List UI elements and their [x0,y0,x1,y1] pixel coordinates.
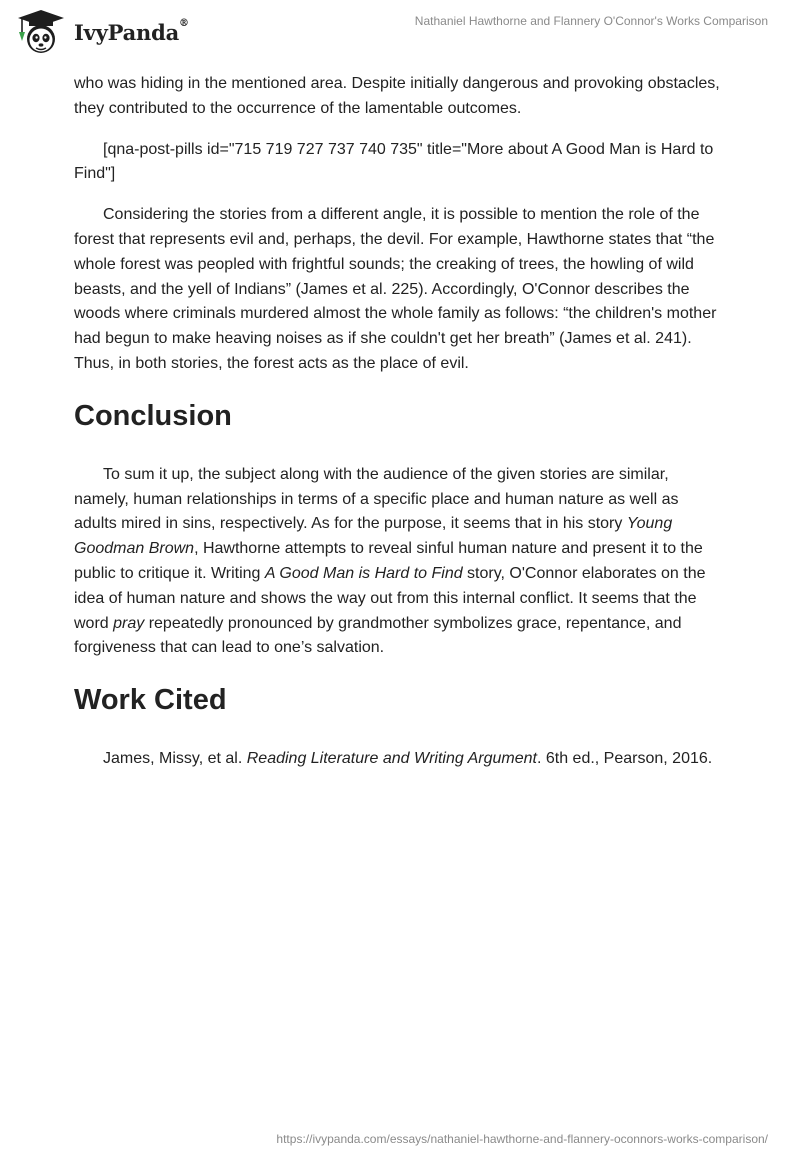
panda-graduate-icon [14,8,68,56]
title-young-goodman-brown: Young Goodman Brown [74,515,673,558]
brand-name: IvyPanda® [74,17,189,45]
forest-paragraph: Considering the stories from a different angle, it is possible to mention the role of the forest that represents evil and, perhaps, the devil. For example, Hawthorne states that “the whole forest was peopled with frightful sounds; the creaking of trees, the howling of wild beasts, and the yell of Indians” (James et al. 225). Accordingly, O'Connor describes the woods where criminals murdered almost the whole family as follows: “the children's mother had begun to make heaving noises as if she couldn't get her breath” (James et al. 241). Thus, in both stories, the forest acts as the place of evil. [74,206,717,372]
essay-content [74,72,724,772]
work-cited-heading: Work Cited [74,684,227,717]
running-title: Nathaniel Hawthorne and Flannery O'Connor's Works Comparison [414,14,768,28]
ivypanda-logo[interactable] [14,8,189,56]
conclusion-paragraph: To sum it up, the subject along with the audience of the given stories are similar, namely, human relationships in terms of a specific place and human nature as well as adults mired in sins, respectively. As for the purpose, it seems that in his story Young Goodman Brown, Hawthorne attempts to reveal sinful human nature and present it to the public to critique it. Writing A Good Man is Hard to Find story, O'Connor elaborates on the idea of human nature and shows the way out from this internal conflict. It seems that the word pray repeatedly pronounced by grandmother symbolizes grace, repentance, and forgiveness that can lead to one’s salvation. [74,465,706,657]
book-title: Reading Literature and Writing Argument [246,750,537,768]
shortcode-paragraph: [qna-post-pills id="715 719 727 737 740 735" title="More about A Good Man is Hard to Find"] [74,140,714,183]
source-url[interactable]: https://ivypanda.com/essays/nathaniel-hawthorne-and-flannery-oconnors-works-comparison/ [276,1132,768,1146]
word-pray: pray [113,614,145,632]
registered-mark: ® [179,17,189,29]
title-a-good-man: A Good Man is Hard to Find [264,564,463,582]
citation-entry: James, Missy, et al. Reading Literature and Writing Argument. 6th ed., Pearson, 2016. [103,750,713,768]
conclusion-heading: Conclusion [74,399,232,432]
paragraph-continued: who was hiding in the mentioned area. Despite initially dangerous and provoking obstacles, they contributed to the occurrence of the lamentable outcomes. [74,75,720,117]
page-header [0,0,800,60]
